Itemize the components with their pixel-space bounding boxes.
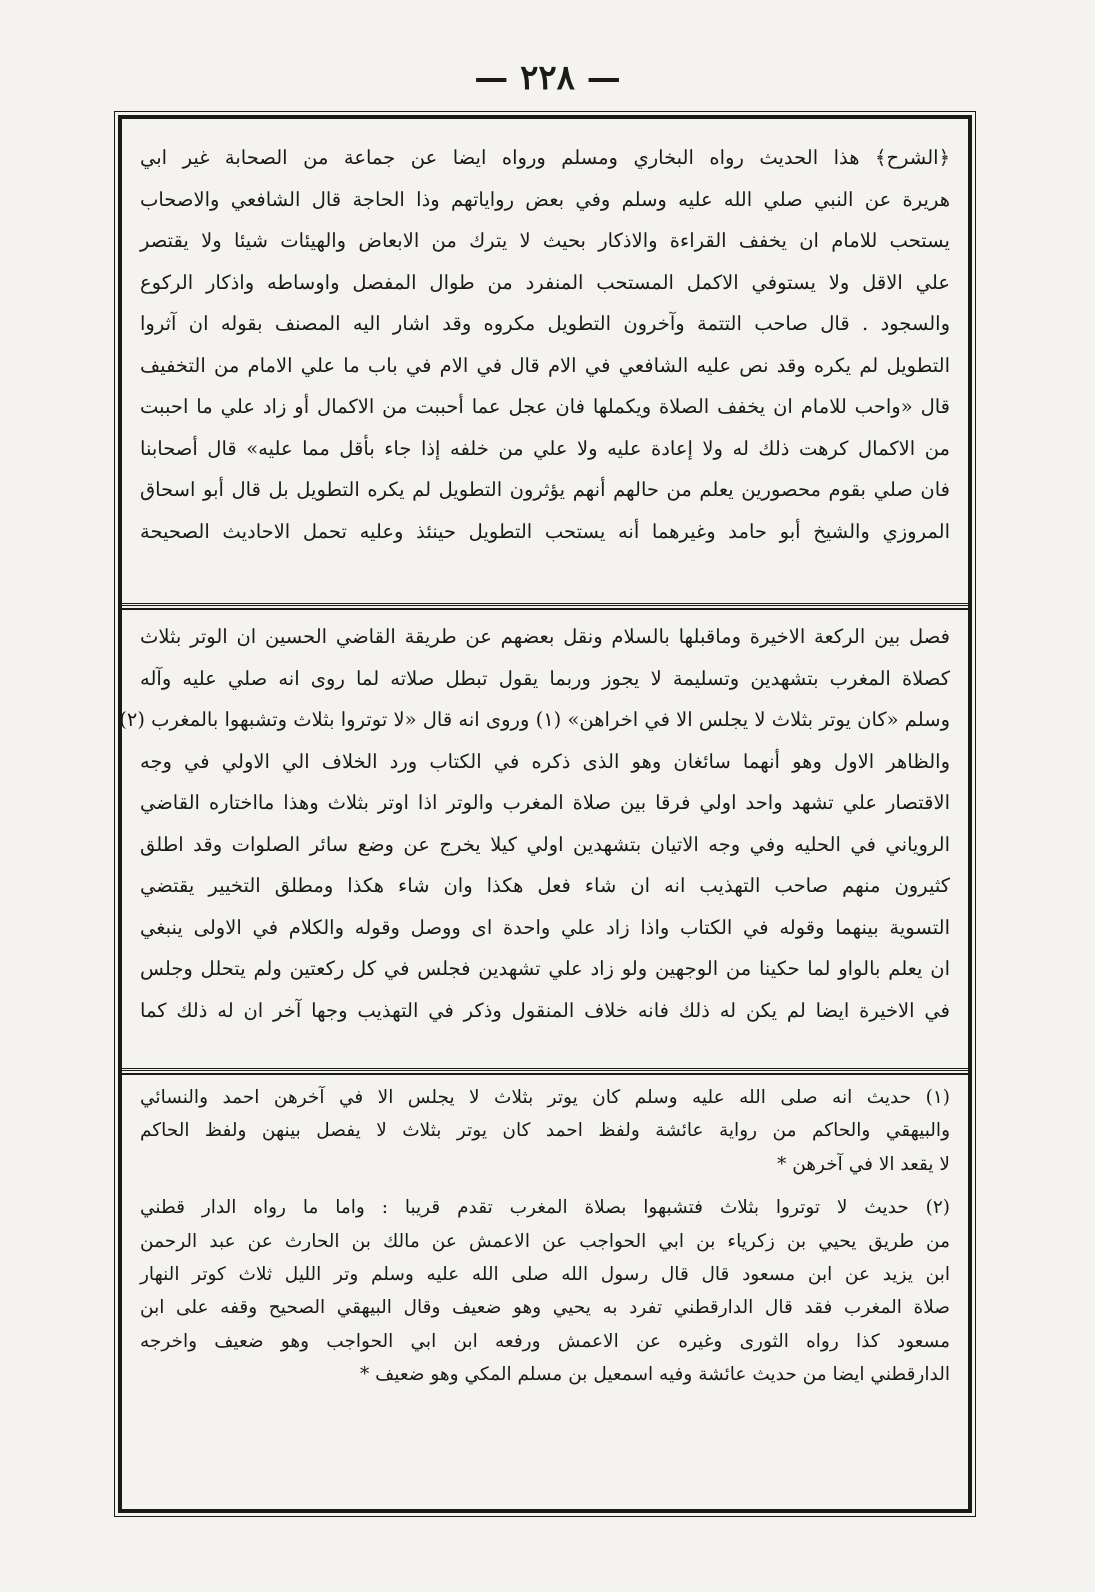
page-frame [118,115,972,1513]
text-line: في الاخيرة ايضا لم يكن له ذلك فانه خلاف المنقول وذكر في التهذيب وجها آخر ان له ذلك كما [140,998,950,1022]
text-line: ان يعلم بالواو لما حكينا من الوجهين ولو زاد علي تشهدين فجلس في كل ركعتين ولم يتحلل وجلس [140,957,950,980]
text-line: فان صلي بقوم محصورين يعلم من حالهم أنهم يؤثرون التطويل لم يكره التطويل بل قال أبو اسحاق [140,478,950,501]
footnotes-section [140,1081,950,1392]
text-line: فصل بين الركعة الاخيرة وماقبلها بالسلام ونقل بعضهم عن طريقة القاضي الحسين ان الوتر بثلاث [140,625,950,648]
text-line: كصلاة المغرب بتشهدين وتسليمة لا يجوز وربما يقول تبطل صلاته لما روى انه صلي عليه وآله [140,666,950,690]
fasl-section [119,616,950,1031]
text-line: قال «واحب للامام ان يخفف الصلاة ويكملها فان عجل عما أحببت من الاكمال أو زاد علي ما احببت [140,395,950,418]
footnote-line: والبيهقي والحاكم من رواية عائشة ولفظ احمد كان يوتر بثلاث لا يفصل بينهن ولفظ الحاكم [140,1120,950,1142]
text-line: ﴿الشرح﴾ هذا الحديث رواه البخاري ومسلم ورواه ايضا عن جماعة من الصحابة غير ابي [140,146,950,169]
text-line: والظاهر الاول وهو أنهما سائغان وهو الذى ذكره في الكتاب ورد الخلاف الي الاولي في وجه [140,749,950,773]
text-line: الاقتصار علي تشهد واحد اولي فرقا بين صلاة المغرب والوتر اذا اوتر بثلاث وهذا مااختاره القاضي [140,791,950,814]
text-line: كثيرون منهم صاحب التهذيب انه ان شاء فعل هكذا وان شاء هكذا ومطلق التخيير يقتضي [140,874,950,897]
footnote-line: الدارقطني ايضا من حديث عائشة وفيه اسمعيل بن مسلم المكي وهو ضعيف * [359,1364,950,1386]
page-number: — ٢٢٨ — [474,58,621,98]
text-line: علي الاقل ولا يستوفي الاكمل المستحب المنفرد من طوال المفصل واوساطه واذكار الركوع [140,270,950,294]
text-line: الروياني في الحليه وفي وجه الاتيان بتشهدين اولي كيلا يخرج عن وضع سائر الصلوات وقد اطلق [140,832,950,856]
text-line: والسجود . قال صاحب التتمة وآخرون التطويل مكروه وقد اشار اليه المصنف بقوله ان آثروا [140,312,950,335]
text-line: يستحب للامام ان يخفف القراءة والاذكار بحيث لا يترك من الابعاض والهيئات شيئا ولا يقتصر [140,229,950,252]
footnote-line: (١) حديث انه صلى الله عليه وسلم كان يوتر بثلاث لا يجلس الا في آخرهن احمد والنسائي [140,1087,950,1108]
footnote-1 [140,1081,950,1181]
footnote-divider [122,1068,968,1075]
text-line: من الاكمال كرهت ذلك له ولا إعادة عليه ولا علي من خلفه إذا جاء بأقل مما عليه» قال أصحابنا [140,436,950,460]
text-line: المروزي والشيخ أبو حامد وغيرهما أنه يستحب التطويل حينئذ وعليه تحمل الاحاديث الصحيحة [140,519,950,543]
footnote-2 [140,1191,950,1391]
footnote-line: من طريق يحيي بن زكرياء بن ابي الحواجب عن الاعمش عن مالك بن الحارث عن عبد الرحمن [140,1230,950,1252]
sharh-section [140,137,950,552]
footnote-line: (٢) حديث لا توتروا بثلاث فتشبهوا بصلاة المغرب تقدم قريبا : واما ما رواه الدار قطني [140,1197,950,1219]
text-line: التسوية بينهما وقوله في الكتاب واذا زاد علي واحدة اى ووصل وقوله والكلام في الاولى ينبغي [140,915,950,939]
footnote-line: ابن يزيد عن ابن مسعود قال قال رسول الله صلى الله عليه وسلم وتر الليل ثلاث كوتر النهار [140,1263,950,1285]
section-divider [122,603,968,610]
text-line: التطويل لم يكره وقد نص عليه الشافعي في الام قال في الام في باب ما علي الامام من التخفيف [140,353,950,377]
footnote-line: مسعود كذا رواه الثورى وغيره عن الاعمش ورفعه ابن ابي الحواجب وهو ضعيف واخرجه [140,1330,950,1352]
text-line: وسلم «كان يوتر بثلاث لا يجلس الا في اخراهن» (١) وروى انه قال «لا توتروا بثلاث وتشبهوا بالمغرب (٢) [119,708,950,731]
footnote-line: لا يقعد الا في آخرهن * [777,1153,950,1175]
text-line: هريرة عن النبي صلي الله عليه وسلم وفي بعض رواياتهم وذا الحاجة قال الشافعي والاصحاب [140,187,950,211]
footnote-line: صلاة المغرب فقد قال الدارقطني تفرد به يحيي وهو ضعيف وقال البيهقي الصحيح وقفه على ابن [140,1297,950,1319]
